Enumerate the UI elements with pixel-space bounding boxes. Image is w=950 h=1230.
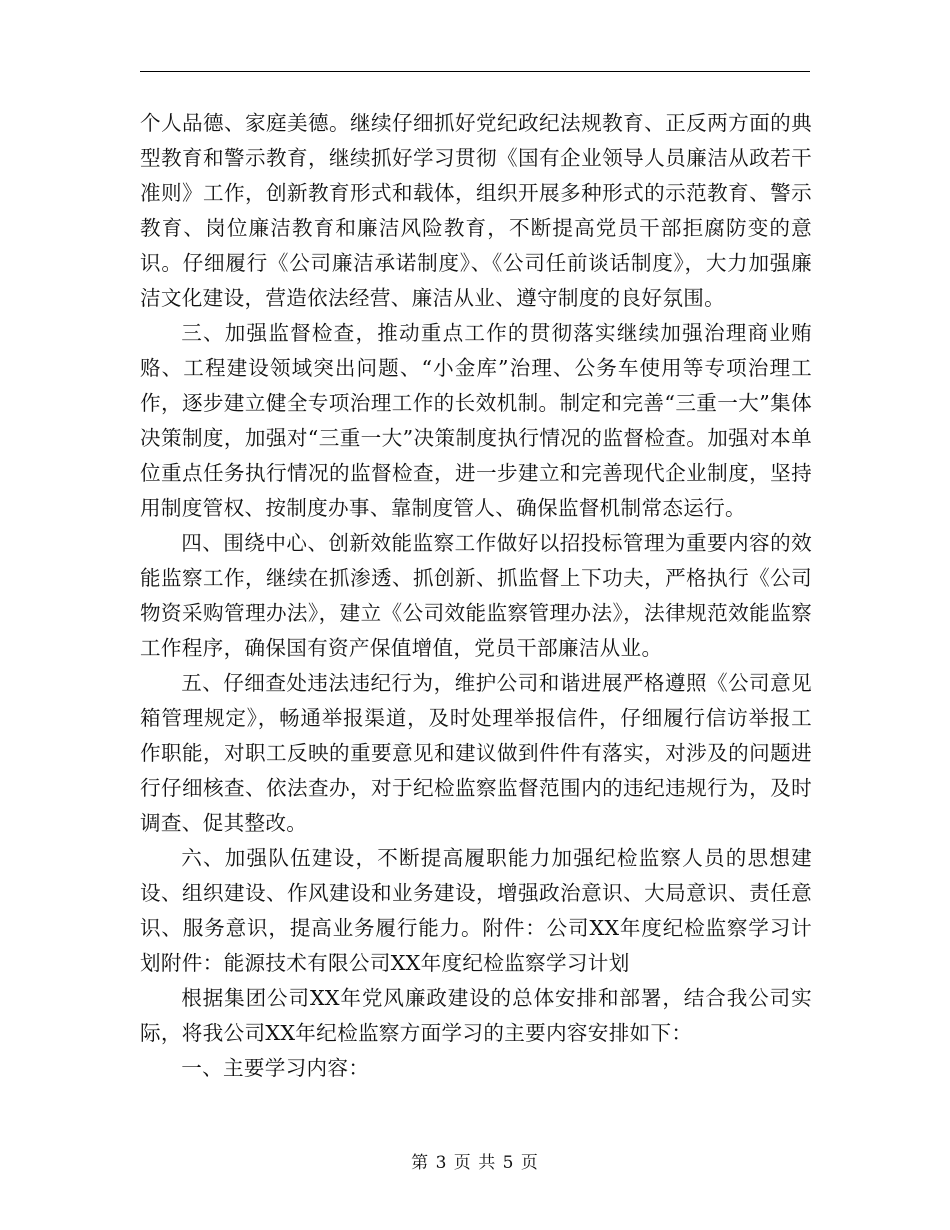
paragraph-6-intro: 根据集团公司XX年党风廉政建设的总体安排和部署，结合我公司实际，将我公司XX年纪检监察方面学习的主要内容安排如下： bbox=[140, 986, 812, 1045]
header-rule bbox=[140, 71, 810, 72]
paragraph-7-heading: 一、主要学习内容： bbox=[181, 1056, 370, 1080]
paragraph-1: 个人品德、家庭美德。继续仔细抓好党纪政纪法规教育、正反两方面的典型教育和警示教育，继续抓好学习贯彻《国有企业领导人员廉洁从政若干准则》工作，创新教育形式和载体，组织开展多种形式的示范教育、警示教育、岗位廉洁教育和廉洁风险教育，不断提高党员干部拒腐防变的意识。仔细履行《公司廉洁承诺制度》、《公司任前谈话制度》，大力加强廉洁文化建设，营造依法经营、廉洁从业、遵守制度的良好氛围。 bbox=[140, 111, 812, 310]
document-body bbox=[140, 106, 812, 1086]
paragraph-5-section-six: 六、加强队伍建设，不断提高履职能力加强纪检监察人员的思想建设、组织建设、作风建设和业务建设，增强政治意识、大局意识、责任意识、服务意识，提高业务履行能力。附件：公司XX年度纪检监察学习计划附件：能源技术有限公司XX年度纪检监察学习计划 bbox=[140, 846, 812, 975]
paragraph-3-section-four: 四、围绕中心、创新效能监察工作做好以招投标管理为重要内容的效能监察工作，继续在抓渗透、抓创新、抓监督上下功夫，严格执行《公司物资采购管理办法》，建立《公司效能监察管理办法》，法律规范效能监察工作程序，确保国有资产保值增值，党员干部廉洁从业。 bbox=[140, 531, 812, 660]
paragraph-2-section-three: 三、加强监督检查，推动重点工作的贯彻落实继续加强治理商业贿赂、工程建设领域突出问题、“小金库”治理、公务车使用等专项治理工作，逐步建立健全专项治理工作的长效机制。制定和完善“三重一大”集体决策制度，加强对“三重一大”决策制度执行情况的监督检查。加强对本单位重点任务执行情况的监督检查，进一步建立和完善现代企业制度，坚持用制度管权、按制度办事、靠制度管人、确保监督机制常态运行。 bbox=[140, 321, 812, 520]
page-footer: 第 3 页 共 5 页 bbox=[411, 1153, 539, 1173]
paragraph-4-section-five: 五、仔细查处违法违纪行为，维护公司和谐进展严格遵照《公司意见箱管理规定》，畅通举报渠道，及时处理举报信件，仔细履行信访举报工作职能，对职工反映的重要意见和建议做到件件有落实，对涉及的问题进行仔细核查、依法查办，对于纪检监察监督范围内的违纪违规行为，及时调查、促其整改。 bbox=[140, 671, 812, 835]
